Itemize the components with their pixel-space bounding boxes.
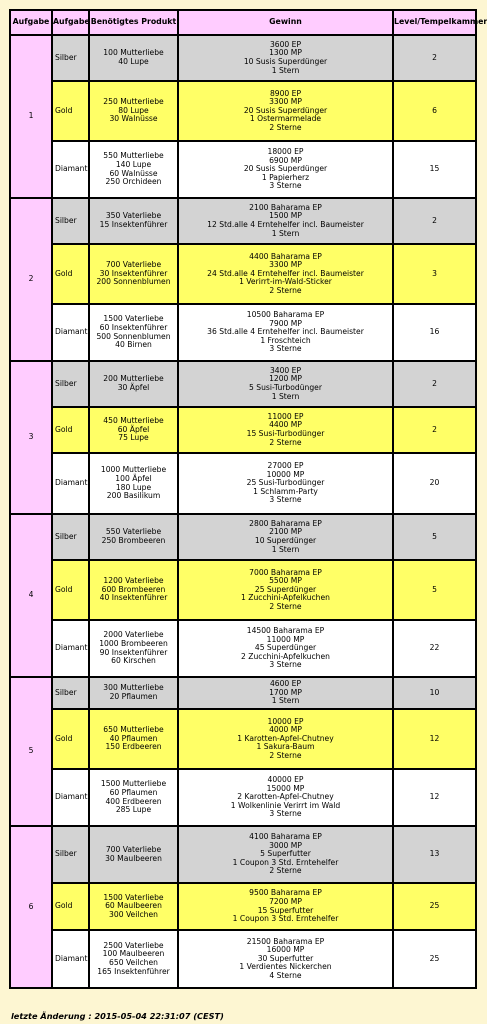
tier-cell: Silber (52, 677, 89, 709)
product-line: 75 Lupe (118, 433, 149, 443)
tier-cell: Gold (52, 81, 89, 141)
product-line: 650 Veilchen (109, 958, 158, 967)
reward-line: 4400 Baharama EP (249, 251, 322, 261)
required-products-cell (89, 560, 178, 620)
required-products-cell (89, 361, 178, 407)
reward-cell (178, 81, 393, 141)
reward-line: 1 Stern (271, 696, 300, 706)
product-line: 200 Basilikum (106, 491, 161, 501)
reward-cell (178, 826, 393, 883)
product-line: 60 Maulbeeren (105, 901, 162, 911)
product-line: 60 Äpfel (117, 424, 150, 434)
required-products-cell (89, 198, 178, 244)
reward-line: 2 Karotten-Apfel-Chutney (237, 792, 334, 802)
reward-line: 3 Sterne (269, 344, 302, 354)
reward-line: 12 Std.alle 4 Erntehelfer incl. Baumeister (207, 220, 364, 229)
reward-line: 1 Froschteich (260, 335, 311, 345)
level-cell: 25 (393, 930, 476, 988)
product-line: 40 Lupe (118, 57, 149, 66)
tier-cell: Gold (52, 560, 89, 620)
product-line: 40 Birnen (115, 340, 152, 350)
reward-line: 4000 MP (269, 725, 302, 735)
reward-line: 27000 EP (267, 461, 304, 471)
product-line: 30 Maulbeeren (105, 853, 162, 863)
level-cell: 2 (393, 35, 476, 81)
reward-line: 14500 Baharama EP (246, 626, 325, 636)
table-row (10, 244, 476, 304)
reward-line: 2800 Baharama EP (249, 518, 322, 528)
reward-line: 2 Sterne (269, 601, 302, 611)
reward-line: 15000 MP (266, 783, 305, 793)
tier-cell: Silber (52, 198, 89, 244)
reward-line: 1 Wolkenlinie Verirrt im Wald (230, 800, 341, 810)
product-line: 30 Äpfel (117, 383, 150, 392)
reward-line: 5500 MP (269, 576, 302, 586)
reward-line: 2 Sterne (269, 866, 302, 876)
table-row (10, 407, 476, 453)
reward-line: 3000 MP (269, 840, 302, 850)
product-line: 100 Maulbeeren (102, 949, 165, 959)
required-products-cell (89, 826, 178, 883)
reward-line: 36 Std.alle 4 Erntehelfer incl. Baumeister (207, 327, 364, 337)
product-line: 40 Insektenführer (99, 593, 168, 603)
product-line: 250 Orchideen (105, 177, 162, 187)
reward-line: 1300 MP (269, 48, 302, 58)
product-line: 550 Vaterliebe (105, 527, 162, 537)
product-line: 15 Insektenführer (99, 220, 168, 229)
table-row (10, 141, 476, 198)
reward-line: 1 Stern (271, 391, 300, 401)
reward-cell (178, 361, 393, 407)
product-line: 1200 Vaterliebe (103, 576, 164, 586)
reward-line: 1 Zucchini-Apfelkuchen (241, 593, 330, 603)
header-level: Level/Tempelkammer (393, 10, 476, 35)
reward-line: 2 Zucchini-Apfelkuchen (241, 651, 330, 661)
reward-line: 1 Stern (271, 228, 300, 238)
table-row (10, 677, 476, 709)
reward-line: 1500 MP (269, 211, 302, 221)
product-line: 600 Brombeeren (101, 584, 166, 594)
reward-line: 7200 MP (269, 896, 302, 906)
reward-line: 1200 MP (269, 374, 302, 384)
reward-line: 21500 Baharama EP (246, 936, 325, 946)
product-line: 30 Insektenführer (99, 268, 168, 278)
task-number-cell: 2 (10, 198, 52, 361)
product-line: 700 Vaterliebe (105, 260, 162, 270)
required-products-cell (89, 709, 178, 769)
reward-line: 3 Sterne (269, 495, 302, 505)
tier-cell: Gold (52, 407, 89, 453)
reward-line: 4 Sterne (269, 970, 302, 980)
level-cell: 12 (393, 709, 476, 769)
header-task-tier: Aufgabe (52, 10, 89, 35)
product-line: 40 Pflaumen (109, 733, 158, 743)
reward-line: 5 Superfutter (260, 849, 311, 859)
table-row (10, 560, 476, 620)
required-products-cell (89, 141, 178, 198)
level-cell: 2 (393, 198, 476, 244)
reward-line: 4400 MP (269, 420, 302, 430)
product-line: 165 Insektenführer (97, 966, 170, 976)
product-line: 100 Mutterliebe (103, 48, 164, 58)
reward-cell (178, 304, 393, 361)
reward-line: 1 Coupon 3 Std. Erntehelfer (232, 914, 339, 924)
tier-cell: Silber (52, 514, 89, 560)
table-row (10, 304, 476, 361)
product-line: 300 Mutterliebe (103, 683, 164, 693)
tier-cell: Gold (52, 244, 89, 304)
required-products-cell (89, 407, 178, 453)
required-products-cell (89, 304, 178, 361)
reward-cell (178, 620, 393, 677)
reward-line: 10000 MP (266, 469, 305, 479)
level-cell: 20 (393, 453, 476, 514)
header-task-number: Aufgabe (10, 10, 52, 35)
reward-line: 3300 MP (269, 97, 302, 107)
required-products-cell (89, 514, 178, 560)
product-line: 500 Sonnenblumen (96, 331, 171, 341)
reward-cell (178, 514, 393, 560)
reward-line: 15 Susi-Turbodünger (246, 429, 325, 438)
product-line: 400 Erdbeeren (105, 796, 162, 806)
reward-line: 10 Superdünger (254, 536, 317, 545)
header-reward: Gewinn (178, 10, 393, 35)
quest-table-container (9, 9, 487, 989)
table-row (10, 514, 476, 560)
reward-cell (178, 883, 393, 930)
reward-line: 1 Schlamm-Party (253, 486, 318, 496)
reward-line: 1 Stern (271, 65, 300, 75)
reward-line: 1 Papierherz (261, 172, 310, 182)
reward-cell (178, 769, 393, 826)
required-products-cell (89, 677, 178, 709)
product-line: 200 Sonnenblumen (96, 277, 171, 287)
reward-line: 7000 Baharama EP (249, 567, 322, 577)
required-products-cell (89, 244, 178, 304)
level-cell: 15 (393, 141, 476, 198)
product-line: 1500 Vaterliebe (103, 314, 164, 324)
level-cell: 25 (393, 883, 476, 930)
tier-cell: Diamant (52, 304, 89, 361)
product-line: 150 Erdbeeren (105, 742, 162, 752)
reward-cell (178, 560, 393, 620)
table-row (10, 361, 476, 407)
tier-cell: Diamant (52, 141, 89, 198)
table-row (10, 930, 476, 988)
reward-line: 2 Sterne (269, 750, 302, 760)
reward-line: 3 Sterne (269, 181, 302, 191)
reward-line: 15 Superfutter (257, 905, 314, 915)
reward-line: 2100 Baharama EP (249, 202, 322, 212)
required-products-cell (89, 620, 178, 677)
reward-line: 4600 EP (269, 679, 302, 689)
reward-line: 3 Sterne (269, 660, 302, 670)
level-cell: 2 (393, 361, 476, 407)
reward-line: 2 Sterne (269, 285, 302, 295)
tier-cell: Gold (52, 709, 89, 769)
reward-line: 10500 Baharama EP (246, 310, 325, 320)
product-line: 20 Pflaumen (109, 692, 158, 701)
level-cell: 5 (393, 514, 476, 560)
table-row (10, 883, 476, 930)
product-line: 2000 Vaterliebe (103, 630, 164, 640)
table-body (10, 35, 476, 988)
product-line: 650 Mutterliebe (103, 725, 164, 735)
reward-cell (178, 407, 393, 453)
required-products-cell (89, 930, 178, 988)
reward-line: 24 Std.alle 4 Erntehelfer incl. Baumeister (207, 268, 364, 278)
table-row (10, 826, 476, 883)
reward-line: 3 Sterne (269, 809, 302, 819)
reward-line: 1 Stern (271, 544, 300, 554)
reward-line: 2100 MP (269, 527, 302, 537)
product-line: 250 Brombeeren (101, 536, 166, 545)
table-row (10, 709, 476, 769)
reward-line: 10000 EP (267, 716, 304, 726)
table-row (10, 769, 476, 826)
reward-line: 20 Susis Superdünger (243, 105, 328, 115)
table-header-row (10, 10, 476, 35)
required-products-cell (89, 35, 178, 81)
level-cell: 5 (393, 560, 476, 620)
reward-line: 18000 EP (267, 147, 304, 157)
reward-line: 1 Ostermarmelade (249, 114, 322, 124)
product-line: 1000 Mutterliebe (100, 465, 167, 475)
product-line: 90 Insektenführer (99, 647, 168, 657)
tier-cell: Diamant (52, 769, 89, 826)
level-cell: 22 (393, 620, 476, 677)
product-line: 80 Lupe (118, 105, 149, 115)
reward-line: 2 Sterne (269, 437, 302, 447)
level-cell: 3 (393, 244, 476, 304)
reward-line: 7900 MP (269, 318, 302, 328)
product-line: 1500 Vaterliebe (103, 892, 164, 902)
level-cell: 12 (393, 769, 476, 826)
reward-line: 25 Superdünger (254, 584, 317, 594)
reward-line: 5 Susi-Turbodünger (249, 383, 322, 392)
level-cell: 16 (393, 304, 476, 361)
tier-cell: Silber (52, 35, 89, 81)
reward-line: 1700 MP (269, 687, 302, 697)
reward-line: 11000 EP (267, 411, 304, 421)
task-number-cell: 6 (10, 826, 52, 988)
product-line: 60 Insektenführer (99, 322, 168, 332)
reward-line: 1 Verirrt-im-Wald-Sticker (239, 277, 332, 287)
reward-cell (178, 453, 393, 514)
task-number-cell: 3 (10, 361, 52, 514)
product-line: 30 Walnüsse (109, 114, 158, 124)
reward-cell (178, 677, 393, 709)
reward-cell (178, 35, 393, 81)
reward-line: 9500 Baharama EP (249, 888, 322, 898)
level-cell: 2 (393, 407, 476, 453)
reward-line: 2 Sterne (269, 122, 302, 132)
reward-cell (178, 930, 393, 988)
last-modified-note: letzte Änderung : 2015-05-04 22:31:07 (CEST) (11, 1011, 224, 1021)
task-number-cell: 5 (10, 677, 52, 826)
reward-line: 1 Karotten-Apfel-Chutney (237, 733, 334, 743)
product-line: 300 Veilchen (109, 909, 158, 919)
level-cell: 6 (393, 81, 476, 141)
tier-cell: Gold (52, 883, 89, 930)
header-required-products: Benötigtes Produkt (89, 10, 178, 35)
quest-table (9, 9, 487, 989)
reward-line: 1 Coupon 3 Std. Erntehelfer (232, 857, 339, 867)
reward-line: 3600 EP (269, 39, 302, 49)
reward-line: 11000 MP (266, 634, 305, 644)
level-cell: 13 (393, 826, 476, 883)
reward-cell (178, 198, 393, 244)
reward-line: 1 Verdientes Nickerchen (239, 962, 332, 972)
tier-cell: Diamant (52, 453, 89, 514)
table-row (10, 198, 476, 244)
product-line: 1500 Mutterliebe (100, 779, 167, 789)
reward-line: 8900 EP (269, 88, 302, 98)
tier-cell: Diamant (52, 930, 89, 988)
reward-line: 10 Susis Superdünger (243, 57, 328, 66)
table-row (10, 35, 476, 81)
reward-line: 16000 MP (266, 945, 305, 955)
required-products-cell (89, 883, 178, 930)
product-line: 60 Kirschen (111, 656, 156, 666)
product-line: 450 Mutterliebe (103, 416, 164, 426)
product-line: 100 Äpfel (115, 473, 152, 483)
product-line: 550 Mutterliebe (103, 151, 164, 161)
reward-line: 40000 EP (267, 775, 304, 785)
reward-line: 1 Sakura-Baum (256, 742, 315, 752)
product-line: 200 Mutterliebe (103, 374, 164, 384)
reward-cell (178, 709, 393, 769)
product-line: 60 Pflaumen (109, 787, 158, 797)
product-line: 1000 Brombeeren (99, 638, 168, 648)
reward-line: 45 Superdünger (254, 643, 317, 653)
product-line: 700 Vaterliebe (105, 844, 162, 854)
reward-line: 6900 MP (269, 155, 302, 165)
product-line: 2500 Vaterliebe (103, 940, 164, 950)
reward-line: 25 Susi-Turbodünger (246, 478, 325, 488)
product-line: 180 Lupe (115, 482, 152, 492)
reward-line: 4100 Baharama EP (249, 832, 322, 842)
table-row (10, 81, 476, 141)
product-line: 285 Lupe (115, 805, 152, 815)
required-products-cell (89, 453, 178, 514)
tier-cell: Diamant (52, 620, 89, 677)
product-line: 60 Walnüsse (109, 168, 158, 178)
tier-cell: Silber (52, 826, 89, 883)
reward-cell (178, 141, 393, 198)
table-row (10, 453, 476, 514)
tier-cell: Silber (52, 361, 89, 407)
required-products-cell (89, 81, 178, 141)
reward-line: 20 Susis Superdünger (243, 164, 328, 174)
reward-cell (178, 244, 393, 304)
product-line: 350 Vaterliebe (105, 211, 162, 221)
reward-line: 3300 MP (269, 260, 302, 270)
reward-line: 3400 EP (269, 365, 302, 375)
task-number-cell: 1 (10, 35, 52, 198)
required-products-cell (89, 769, 178, 826)
level-cell: 10 (393, 677, 476, 709)
product-line: 250 Mutterliebe (103, 97, 164, 107)
task-number-cell: 4 (10, 514, 52, 677)
product-line: 140 Lupe (115, 159, 152, 169)
table-row (10, 620, 476, 677)
reward-line: 30 Superfutter (257, 953, 314, 963)
